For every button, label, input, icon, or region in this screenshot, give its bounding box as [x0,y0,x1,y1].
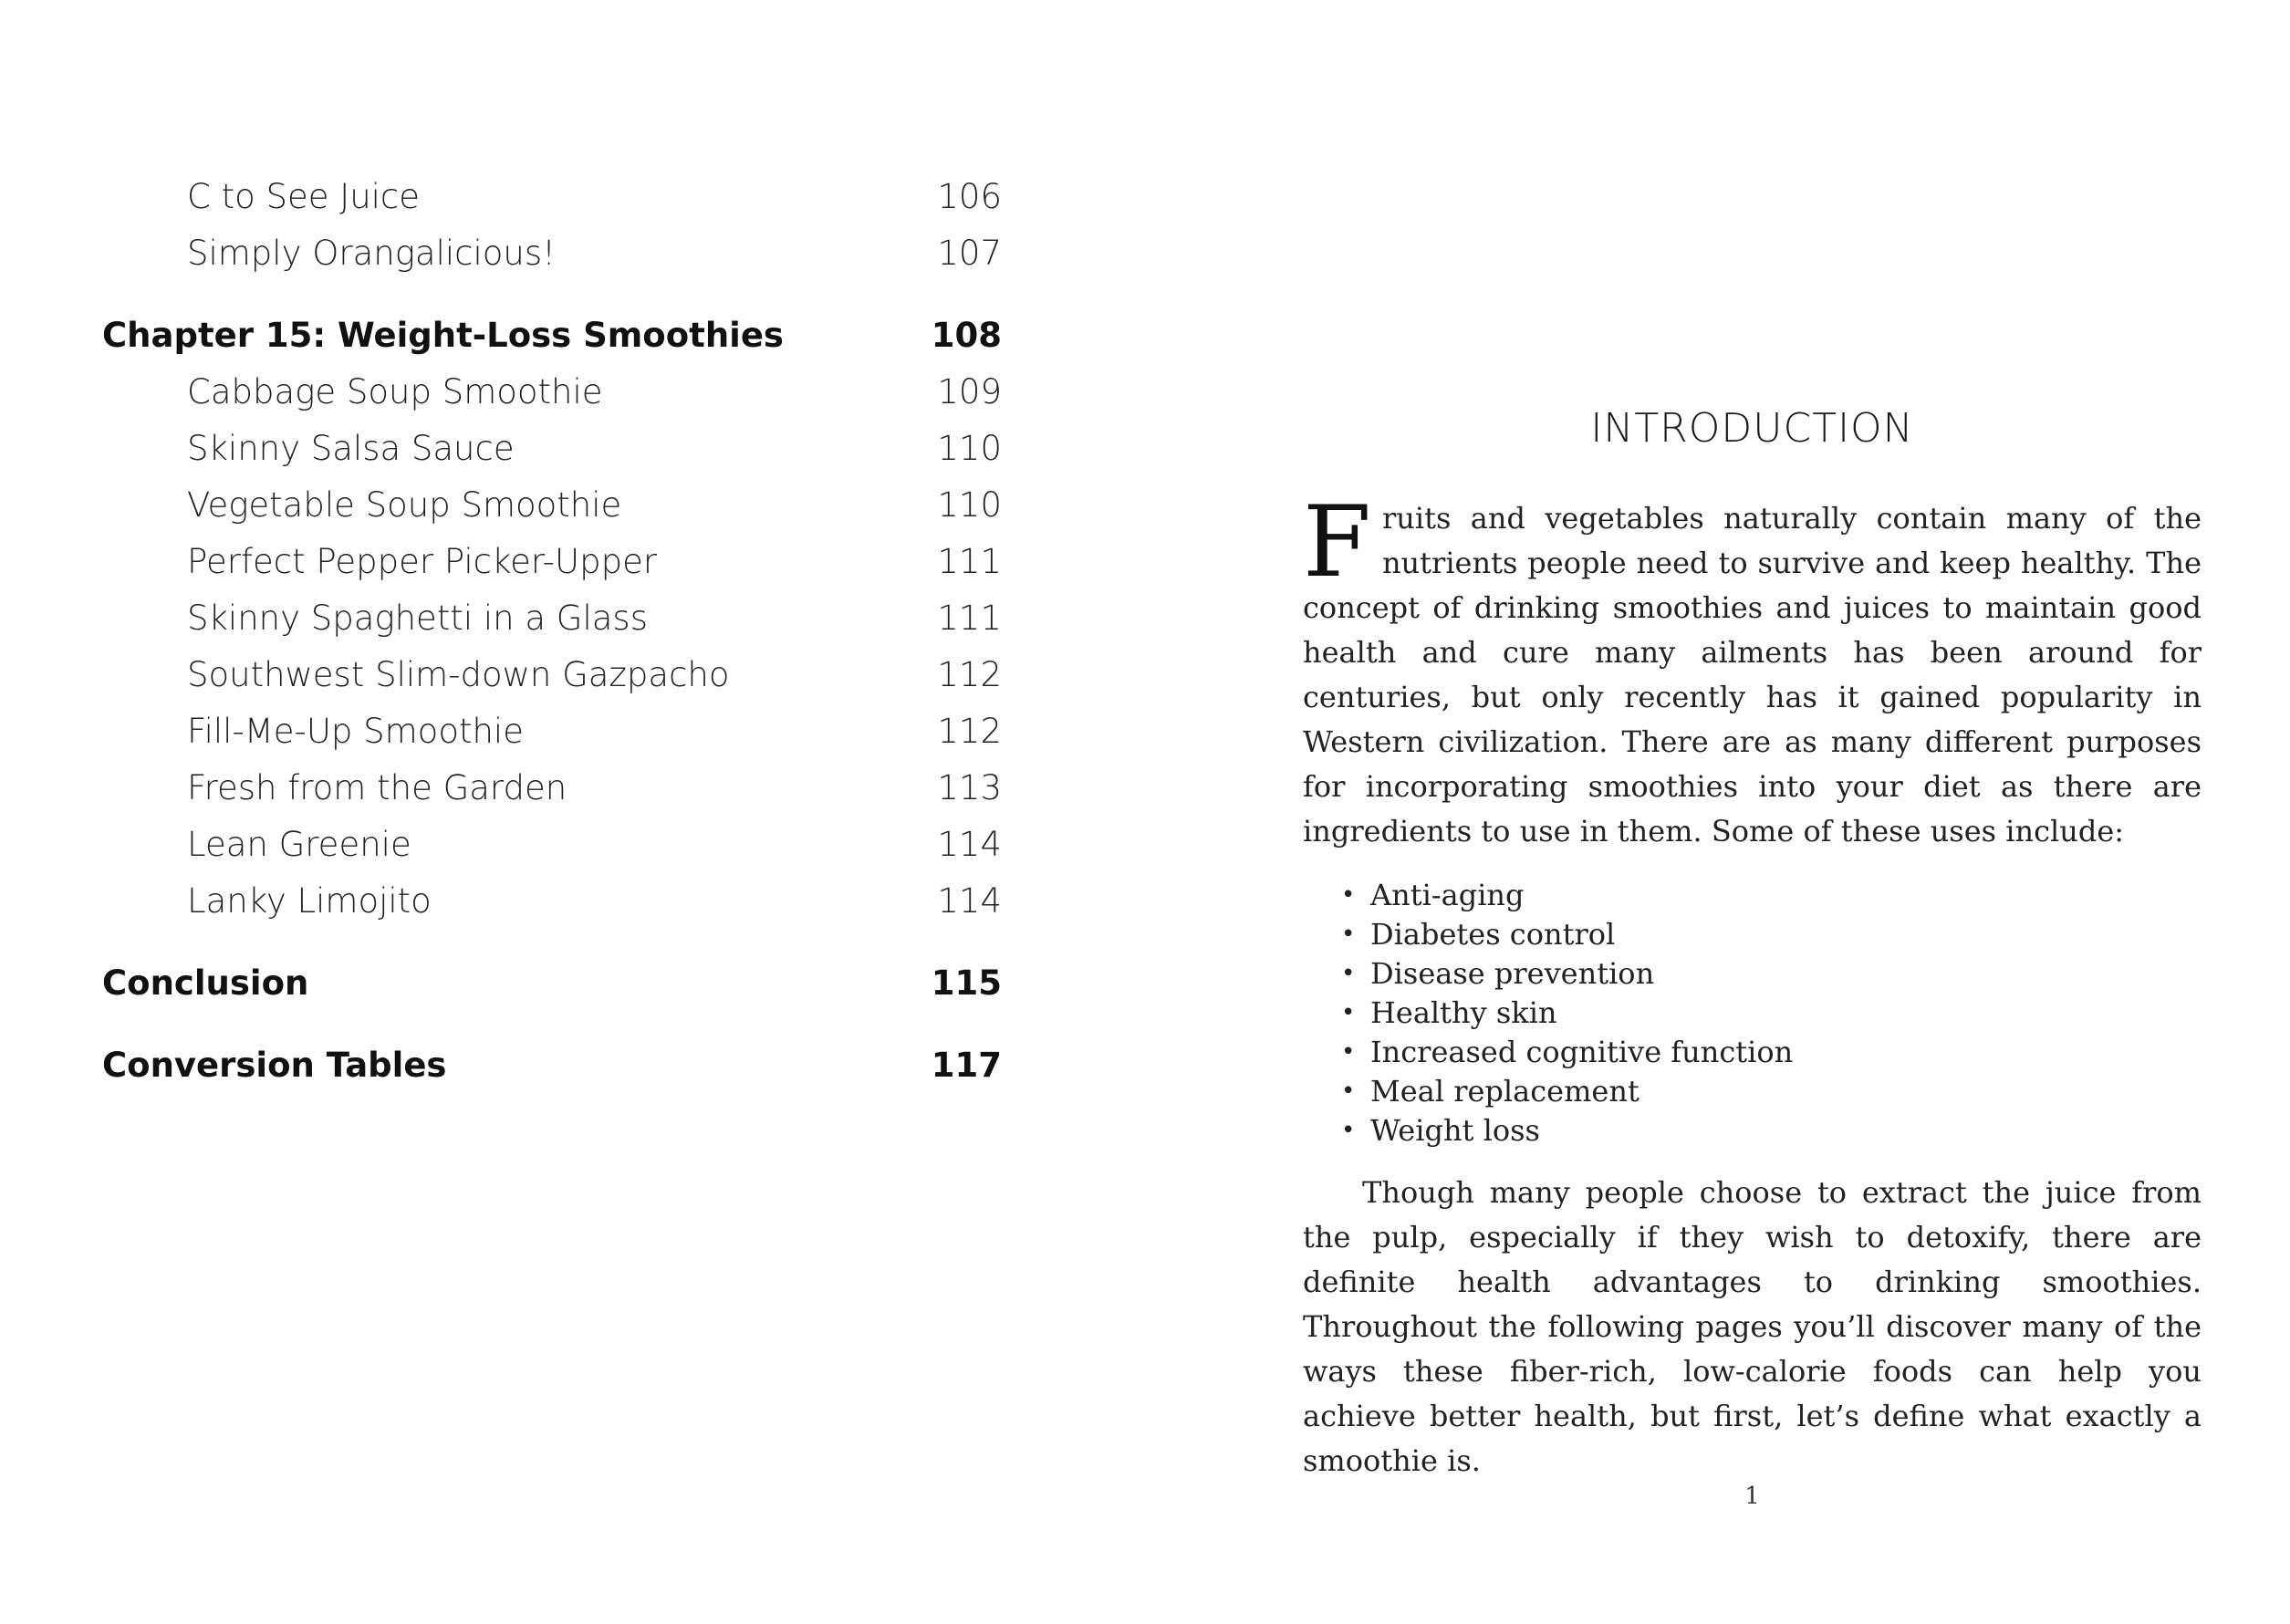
toc-entry [102,477,1002,534]
toc-entry-title: Skinny Salsa Sauce [187,429,515,468]
toc-entry [102,225,1002,282]
list-item: • Anti-aging [1341,876,2202,915]
drop-cap: F [1303,485,1371,599]
intro-paragraph-2: Though many people choose to extract the juice from the pulp, especially if they wish to detoxify, there are definite health advantages to drinking smoothies. Throughout the following pages you’ll discover many of the ways these fiber-rich, low-calorie foods can help you achieve better health, but first, let’s define what exactly a smoothie is. [1303,1175,2202,1478]
toc-entry-title: Fill-Me-Up Smoothie [187,712,524,751]
toc-entry-title: Lanky Limojito [187,881,432,921]
toc-chapter-page: 117 [931,1046,1002,1085]
toc-chapter-title: Conversion Tables [102,1046,447,1085]
toc-entry-page: 110 [937,429,1002,468]
list-item: • Diabetes control [1341,915,2202,954]
toc-chapter [102,307,1002,364]
list-item: • Healthy skin [1341,994,2202,1033]
uses-list [1303,876,2202,1150]
toc-entry-page: 111 [937,542,1002,581]
toc-entry-title: Skinny Spaghetti in a Glass [187,599,648,638]
toc-entry [102,703,1002,760]
toc-entry [102,421,1002,477]
toc-entry-page: 112 [937,712,1002,751]
toc-entry-page: 106 [937,177,1002,216]
toc-entry-title: Simply Orangalicious! [187,234,556,273]
toc-chapter-page: 108 [931,316,1002,355]
introduction-section [1303,401,2202,1483]
toc-entry-page: 111 [937,599,1002,638]
toc-entry-title: Southwest Slim-down Gazpacho [187,655,730,694]
toc-entry [102,534,1002,590]
toc-entry-page: 113 [937,768,1002,807]
toc-entry-title: Cabbage Soup Smoothie [187,372,603,411]
toc-entry-page: 114 [937,825,1002,864]
toc-entry-page: 107 [937,234,1002,273]
intro-paragraph-text: ruits and vegetables naturally contain many of the nutrients people need to survive and keep healthy. The concept of drinking smoothies and juices to maintain good health and cure many ailments has been around for centuries, but only recently has it gained popularity in Western civilization. There are as many different purposes for incorporating smoothies into your diet as there are ingredients to use in them. Some of these uses include: [1303,501,2202,848]
toc-entry [102,760,1002,817]
page-number: 1 [1744,1483,1760,1510]
toc-chapter-title: Chapter 15: Weight-Loss Smoothies [102,316,784,355]
toc-entry [102,169,1002,225]
toc-entry-page: 109 [937,372,1002,411]
toc-entry-page: 110 [937,485,1002,525]
toc-entry-title: C to See Juice [187,177,421,216]
intro-paragraph [1303,485,2202,854]
list-item: • Meal replacement [1341,1072,2202,1111]
toc-entry [102,590,1002,647]
list-item: • Disease prevention [1341,954,2202,994]
toc-entry-title: Perfect Pepper Picker-Upper [187,542,658,581]
list-item: • Increased cognitive function [1341,1033,2202,1072]
toc-entry [102,817,1002,873]
toc-entry-title: Vegetable Soup Smoothie [187,485,622,525]
toc-entry-title: Fresh from the Garden [187,768,567,807]
toc-entry [102,873,1002,930]
toc-entry [102,364,1002,421]
toc-chapter [102,1037,1002,1094]
page-title: INTRODUCTION [1590,405,1914,452]
table-of-contents [102,169,1002,1094]
toc-entry [102,647,1002,703]
toc-entry-page: 112 [937,655,1002,694]
toc-chapter-page: 115 [931,963,1002,1003]
list-item: • Weight loss [1341,1111,2202,1150]
toc-entry-page: 114 [937,881,1002,921]
toc-chapter-title: Conclusion [102,963,309,1003]
toc-entry-title: Lean Greenie [187,825,411,864]
toc-chapter [102,955,1002,1012]
